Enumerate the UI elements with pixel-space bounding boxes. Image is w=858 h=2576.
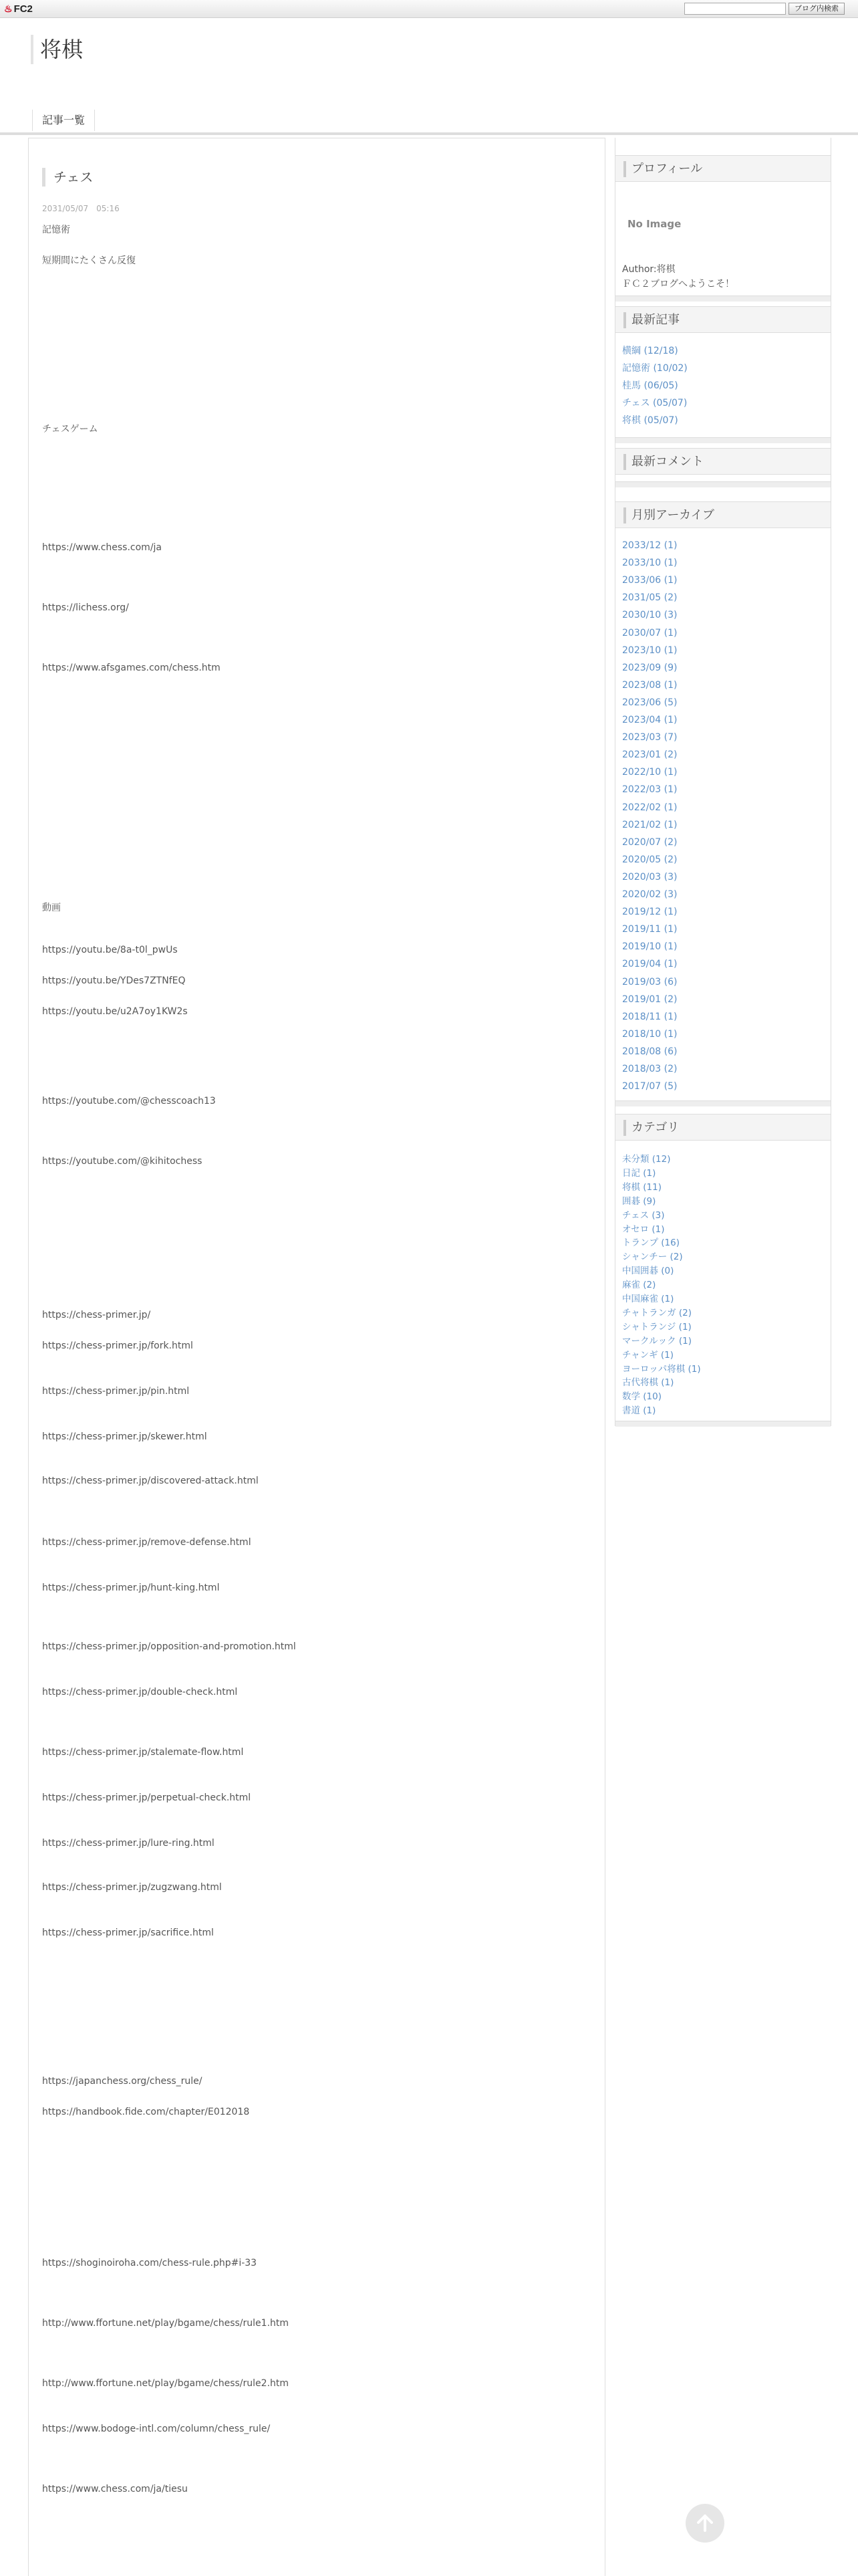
- entry-date: 2031/05/07 05:16: [42, 204, 120, 213]
- sidebar: [615, 138, 831, 1426]
- recent-entry-link[interactable]: 桂馬 (06/05): [622, 380, 678, 391]
- archive-link[interactable]: 2033/06 (1): [622, 575, 678, 586]
- entry-link[interactable]: https://chess-primer.jp/stalemate-flow.html: [42, 1747, 244, 1758]
- category-link[interactable]: シャンチー (2): [622, 1252, 683, 1263]
- entry-link[interactable]: https://chess-primer.jp/: [42, 1310, 151, 1320]
- archive-link[interactable]: 2020/02 (3): [622, 889, 678, 900]
- category-link[interactable]: 書道 (1): [622, 1405, 656, 1417]
- entry-link[interactable]: https://chess-primer.jp/discovered-attack.html: [42, 1476, 259, 1486]
- entry-link[interactable]: https://youtu.be/YDes7ZTNfEQ: [42, 975, 186, 986]
- archive-link[interactable]: 2019/03 (6): [622, 976, 678, 987]
- fc2-logo-icon: ♨: [4, 3, 13, 14]
- profile-author: Author:将棋: [622, 264, 676, 275]
- blog-title[interactable]: 将棋: [31, 35, 83, 64]
- widget-separator: [615, 296, 831, 302]
- archive-link[interactable]: 2033/12 (1): [622, 540, 678, 551]
- entry-link[interactable]: https://shoginoiroha.com/chess-rule.php#i-33: [42, 2258, 257, 2268]
- category-link[interactable]: 将棋 (11): [622, 1181, 662, 1193]
- entry-link[interactable]: https://chess-primer.jp/sacrifice.html: [42, 1927, 214, 1938]
- archive-link[interactable]: 2019/12 (1): [622, 907, 678, 918]
- archive-link[interactable]: 2023/04 (1): [622, 715, 678, 725]
- arrow-up-icon: [695, 2513, 715, 2533]
- archive-link[interactable]: 2030/07 (1): [622, 627, 678, 638]
- category-link[interactable]: マークルック (1): [622, 1335, 692, 1346]
- fc2-logo-text: FC2: [13, 3, 33, 15]
- entry-link[interactable]: https://www.chess.com/ja/tiesu: [42, 2484, 188, 2494]
- profile-no-image: No Image: [627, 218, 682, 230]
- archive-link[interactable]: 2022/10 (1): [622, 767, 678, 778]
- category-link[interactable]: 未分類 (12): [622, 1154, 671, 1165]
- entry-text: 動画: [42, 903, 61, 913]
- entry-link[interactable]: https://youtu.be/u2A7oy1KW2s: [42, 1006, 188, 1017]
- archive-link[interactable]: 2023/10 (1): [622, 645, 678, 656]
- archive-link[interactable]: 2023/08 (1): [622, 679, 678, 691]
- widget-separator: [615, 437, 831, 443]
- scroll-to-top-button[interactable]: [686, 2504, 724, 2543]
- profile-title: プロフィール: [615, 155, 831, 182]
- archive-link[interactable]: 2020/05 (2): [622, 854, 678, 865]
- archive-link[interactable]: 2021/02 (1): [622, 819, 678, 830]
- entry-link[interactable]: http://www.ffortune.net/play/bgame/chess/rule2.htm: [42, 2378, 289, 2389]
- recent-entry-link[interactable]: 横綱 (12/18): [622, 346, 678, 356]
- archive-link[interactable]: 2018/10 (1): [622, 1028, 678, 1040]
- entry-link[interactable]: https://www.afsgames.com/chess.htm: [42, 663, 221, 673]
- archive-link[interactable]: 2023/09 (9): [622, 662, 678, 673]
- archive-link[interactable]: 2020/07 (2): [622, 836, 678, 848]
- archive-link[interactable]: 2018/08 (6): [622, 1046, 678, 1057]
- entry-link[interactable]: https://www.chess.com/ja: [42, 542, 162, 553]
- entry-link[interactable]: https://youtube.com/@kihitochess: [42, 1156, 202, 1167]
- archive-link[interactable]: 2019/11 (1): [622, 924, 678, 935]
- archive-link[interactable]: 2017/07 (5): [622, 1081, 678, 1092]
- entry-link[interactable]: https://handbook.fide.com/chapter/E012018: [42, 2107, 250, 2117]
- entry-text: 記憶術: [42, 225, 70, 235]
- entry-link[interactable]: https://chess-primer.jp/lure-ring.html: [42, 1838, 214, 1849]
- category-link[interactable]: 数学 (10): [622, 1391, 662, 1403]
- archive-title: 月別アーカイブ: [615, 501, 831, 528]
- category-link[interactable]: オセロ (1): [622, 1223, 665, 1235]
- category-link[interactable]: 中国囲碁 (0): [622, 1266, 674, 1277]
- entry-link[interactable]: https://chess-primer.jp/double-check.html: [42, 1687, 238, 1697]
- archive-link[interactable]: 2023/06 (5): [622, 697, 678, 708]
- widget-separator: [615, 481, 831, 487]
- entry-link[interactable]: http://www.ffortune.net/play/bgame/chess/rule1.htm: [42, 2318, 289, 2329]
- entry-link[interactable]: https://chess-primer.jp/pin.html: [42, 1386, 190, 1397]
- entry-link[interactable]: https://youtu.be/8a-t0l_pwUs: [42, 945, 178, 955]
- profile-welcome: ＦＣ２ブログへようこそ！: [622, 279, 734, 289]
- entry-text: 短期間にたくさん反復: [42, 255, 136, 266]
- archive-link[interactable]: 2022/02 (1): [622, 802, 678, 813]
- blog-search-input[interactable]: [684, 3, 786, 15]
- category-link[interactable]: ヨーロッパ将棋 (1): [622, 1363, 701, 1375]
- category-link[interactable]: チェス (3): [622, 1209, 665, 1221]
- recent-entries-title: 最新記事: [615, 306, 831, 333]
- category-link[interactable]: 古代将棋 (1): [622, 1377, 674, 1389]
- recent-entry-link[interactable]: チェス (05/07): [622, 398, 688, 408]
- entry-link[interactable]: https://youtube.com/@chesscoach13: [42, 1096, 216, 1106]
- entry-title[interactable]: チェス: [42, 168, 93, 187]
- entry-text: チェスゲーム: [42, 424, 98, 435]
- archive-link[interactable]: 2019/10 (1): [622, 941, 678, 953]
- archive-link[interactable]: 2022/03 (1): [622, 784, 678, 796]
- category-link[interactable]: 日記 (1): [622, 1167, 656, 1179]
- category-link[interactable]: チャトランガ (2): [622, 1307, 692, 1318]
- category-link[interactable]: シャトランジ (1): [622, 1321, 692, 1332]
- entry-link[interactable]: https://www.bodoge-intl.com/column/chess_rule/: [42, 2424, 271, 2434]
- main-content: [28, 138, 605, 2576]
- archive-link[interactable]: 2023/01 (2): [622, 749, 678, 761]
- recent-entry-link[interactable]: 記憶術 (10/02): [622, 363, 688, 374]
- widget-separator: [615, 1421, 831, 1427]
- entry-link[interactable]: https://chess-primer.jp/opposition-and-promotion.html: [42, 1641, 296, 1652]
- entry-link[interactable]: https://chess-primer.jp/fork.html: [42, 1340, 193, 1351]
- nav-item-article-list[interactable]: 記事一覧: [32, 110, 95, 131]
- fc2-top-bar: [0, 0, 858, 18]
- category-link[interactable]: 囲碁 (9): [622, 1195, 656, 1207]
- entry-link[interactable]: https://lichess.org/: [42, 602, 129, 613]
- recent-comments-title: 最新コメント: [615, 448, 831, 475]
- category-link[interactable]: 中国麻雀 (1): [622, 1294, 674, 1304]
- entry-link[interactable]: https://chess-primer.jp/skewer.html: [42, 1431, 207, 1442]
- blog-search-button[interactable]: ブログ内検索: [789, 3, 845, 15]
- category-title: カテゴリ: [615, 1114, 831, 1141]
- entry-link[interactable]: https://chess-primer.jp/remove-defense.html: [42, 1537, 251, 1548]
- entry-link[interactable]: https://chess-primer.jp/hunt-king.html: [42, 1583, 220, 1593]
- archive-link[interactable]: 2030/10 (3): [622, 610, 678, 621]
- archive-link[interactable]: 2033/10 (1): [622, 558, 678, 569]
- category-link[interactable]: 麻雀 (2): [622, 1280, 656, 1291]
- archive-link[interactable]: 2018/11 (1): [622, 1011, 678, 1022]
- recent-entry-link[interactable]: 将棋 (05/07): [622, 415, 678, 426]
- nav-bar: [0, 108, 858, 135]
- category-link[interactable]: トランプ (16): [622, 1238, 680, 1249]
- entry-link[interactable]: https://japanchess.org/chess_rule/: [42, 2076, 202, 2087]
- category-link[interactable]: チャンギ (1): [622, 1349, 674, 1361]
- archive-link[interactable]: 2019/04 (1): [622, 959, 678, 970]
- archive-link[interactable]: 2020/03 (3): [622, 871, 678, 883]
- fc2-logo[interactable]: [4, 3, 33, 15]
- entry-link[interactable]: https://chess-primer.jp/perpetual-check.html: [42, 1792, 251, 1803]
- entry-link[interactable]: https://chess-primer.jp/zugzwang.html: [42, 1882, 222, 1893]
- archive-link[interactable]: 2018/03 (2): [622, 1064, 678, 1074]
- widget-separator: [615, 1100, 831, 1106]
- archive-link[interactable]: 2023/03 (7): [622, 732, 678, 743]
- archive-link[interactable]: 2031/05 (2): [622, 592, 678, 604]
- archive-link[interactable]: 2019/01 (2): [622, 993, 678, 1005]
